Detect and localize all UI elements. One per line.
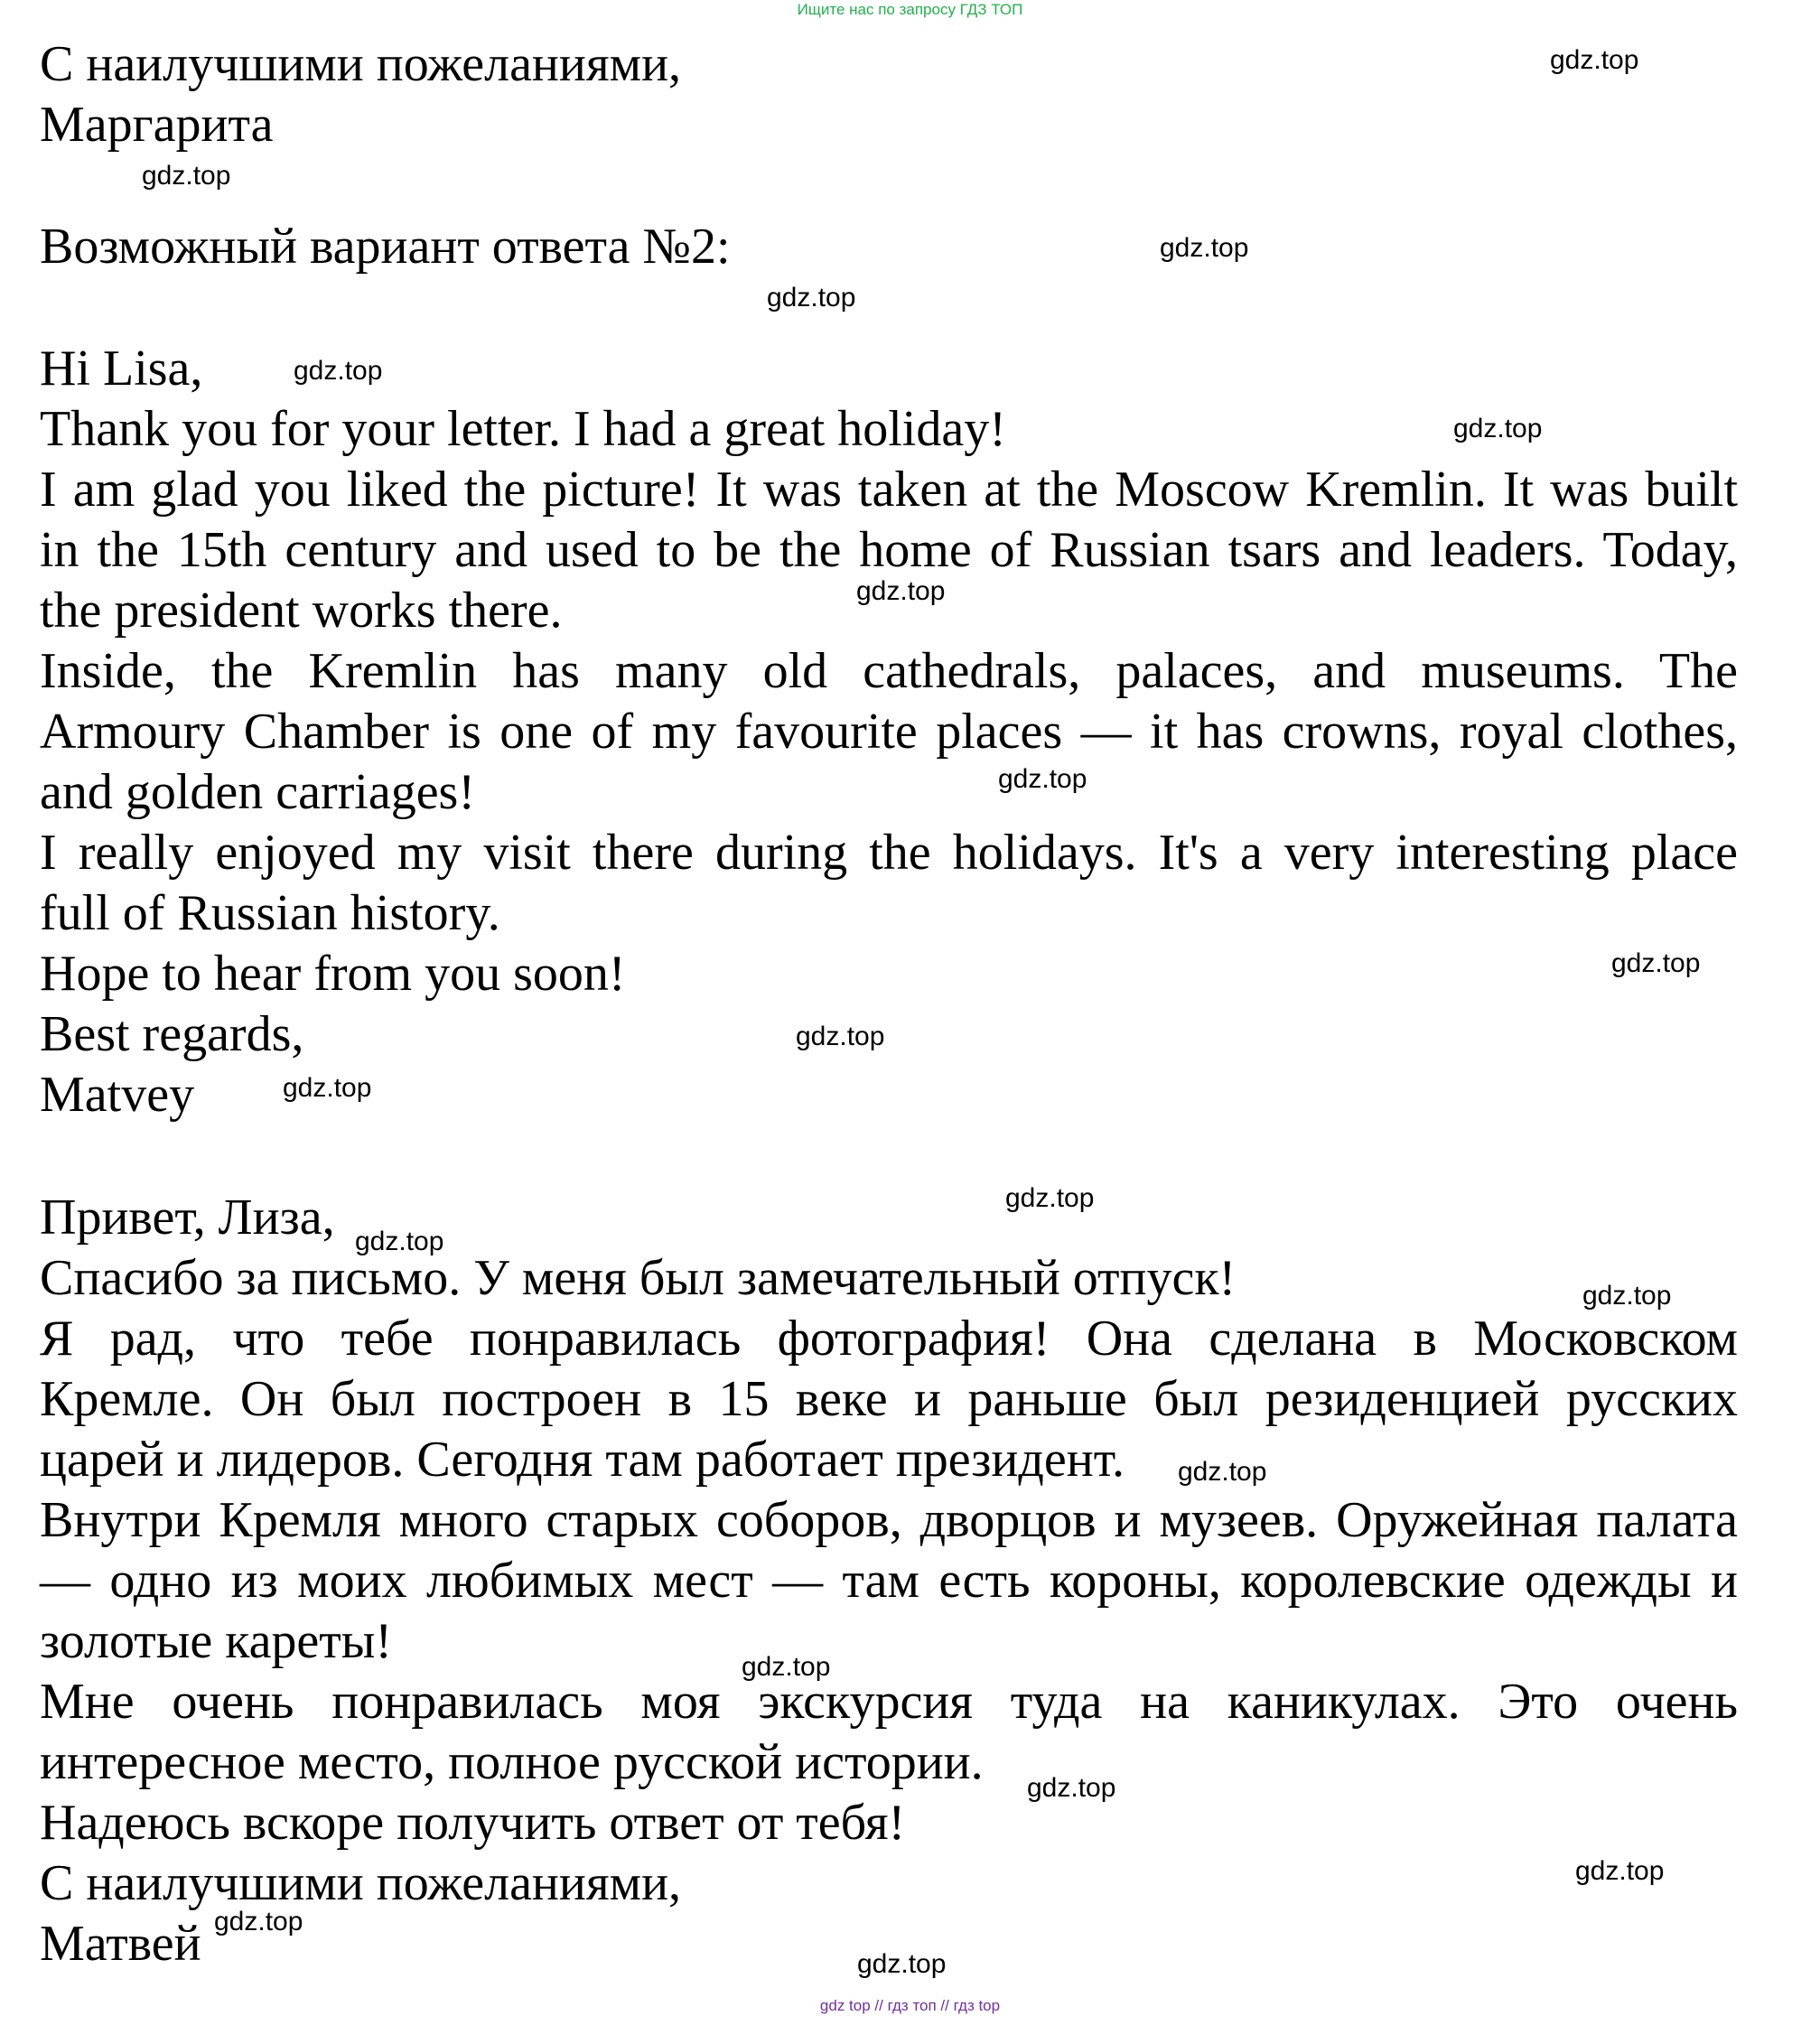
text-line: the president works there.: [40, 583, 563, 639]
watermark: gdz.top: [294, 356, 383, 386]
text-line: Hi Lisa,: [40, 341, 203, 397]
watermark: gdz.top: [856, 576, 946, 606]
watermark: gdz.top: [998, 764, 1087, 794]
watermark: gdz.top: [1582, 1281, 1672, 1311]
text-line: Hope to hear from you soon!: [40, 946, 626, 1002]
text-line: and golden carriages!: [40, 764, 475, 820]
text-line: Надеюсь вскоре получить ответ от тебя!: [40, 1795, 906, 1851]
text-line: С наилучшими пожеланиями,: [40, 36, 682, 92]
watermark: gdz.top: [1160, 233, 1249, 263]
watermark: gdz.top: [1005, 1183, 1095, 1213]
text-line: Thank you for your letter. I had a great holiday!: [40, 401, 1006, 457]
watermark: gdz.top: [767, 283, 856, 313]
text-line: Матвей: [40, 1916, 201, 1972]
top-banner: Ищите нас по запросу ГДЗ ТОП: [797, 1, 1023, 18]
text-line: царей и лидеров. Сегодня там работает президент.: [40, 1432, 1125, 1488]
footer: gdz top // гдз топ // гдз top: [819, 1997, 1001, 2014]
text-line: Привет, Лиза,: [40, 1190, 335, 1246]
watermark: gdz.top: [142, 161, 231, 191]
text-line: I am glad you liked the picture! It was taken at the Moscow Kremlin. It was built: [40, 462, 1738, 518]
watermark: gdz.top: [742, 1652, 831, 1682]
text-line: I really enjoyed my visit there during the holidays. It's a very interesting place: [40, 825, 1738, 881]
watermark: gdz.top: [1453, 414, 1543, 443]
text-line: интересное место, полное русской истории.: [40, 1734, 984, 1790]
text-line: in the 15th century and used to be the home of Russian tsars and leaders. Today,: [40, 522, 1738, 578]
watermark: gdz.top: [355, 1227, 444, 1256]
watermark: gdz.top: [1178, 1457, 1267, 1487]
text-line: Спасибо за письмо. У меня был замечательный отпуск!: [40, 1250, 1237, 1306]
text-line: Мне очень понравилась моя экскурсия туда на каникулах. Это очень: [40, 1674, 1738, 1730]
watermark: gdz.top: [1575, 1856, 1665, 1886]
watermark: gdz.top: [796, 1022, 885, 1051]
text-line: Inside, the Kremlin has many old cathedrals, palaces, and museums. The: [40, 643, 1738, 699]
text-line: Armoury Chamber is one of my favourite places — it has crowns, royal clothes,: [40, 704, 1738, 760]
text-line: full of Russian history.: [40, 885, 500, 941]
text-line: Кремле. Он был построен в 15 веке и раньше был резиденцией русских: [40, 1371, 1738, 1427]
watermark: gdz.top: [1611, 948, 1701, 978]
watermark: gdz.top: [857, 1949, 947, 1979]
watermark: gdz.top: [1550, 45, 1639, 75]
section-heading: Возможный вариант ответа №2:: [40, 219, 731, 275]
watermark: gdz.top: [1027, 1773, 1116, 1803]
watermark: gdz.top: [214, 1907, 303, 1936]
text-line: Matvey: [40, 1067, 195, 1123]
text-line: Я рад, что тебе понравилась фотография! Она сделана в Московском: [40, 1311, 1738, 1367]
text-line: золотые кареты!: [40, 1613, 393, 1669]
text-line: Внутри Кремля много старых соборов, дворцов и музеев. Оружейная палата: [40, 1492, 1738, 1548]
text-line: Маргарита: [40, 97, 274, 153]
watermark: gdz.top: [283, 1073, 372, 1103]
text-line: — одно из моих любимых мест — там есть короны, королевские одежды и: [40, 1553, 1738, 1609]
text-line: Best regards,: [40, 1006, 304, 1062]
text-line: С наилучшими пожеланиями,: [40, 1855, 682, 1911]
